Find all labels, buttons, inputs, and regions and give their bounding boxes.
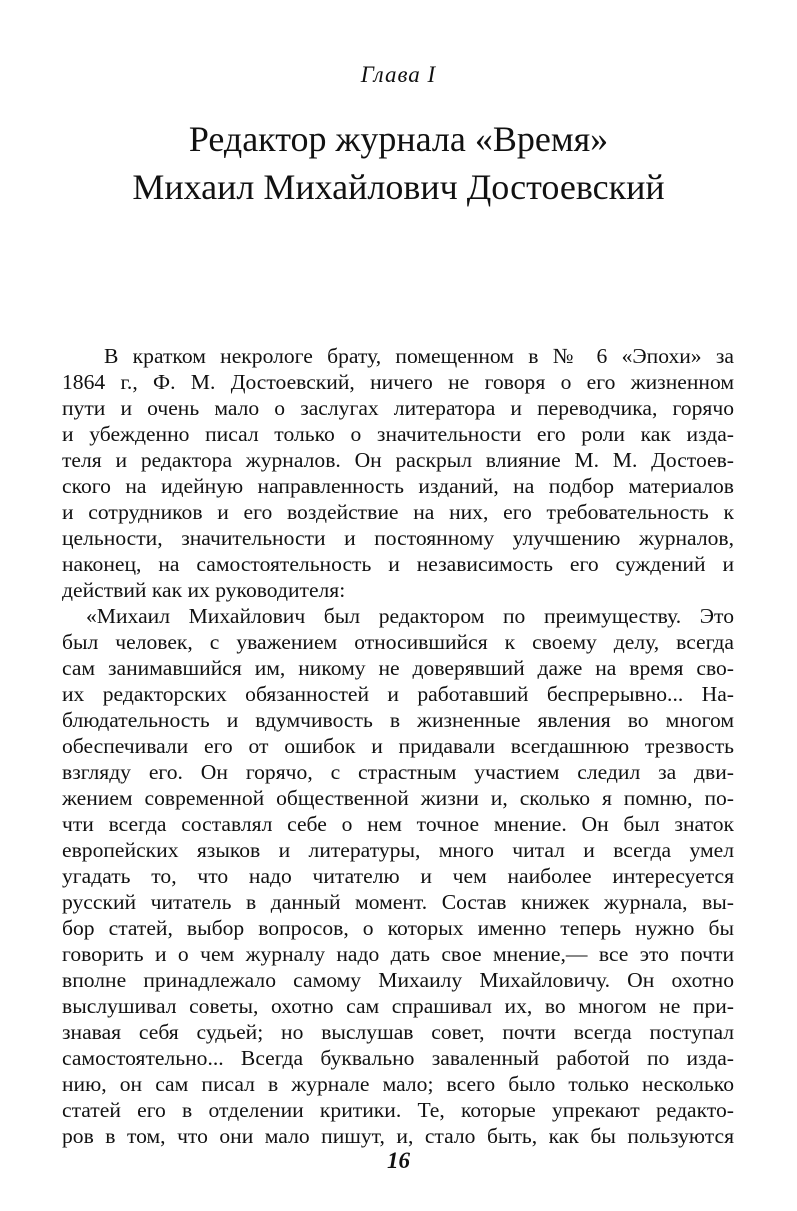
title-line-1: Редактор журнала «Время» [188, 119, 609, 159]
quote-line: был человек, с уважением относившийся к своему делу, всегда [62, 630, 734, 654]
quote-line: бор статей, выбор вопросов, о которых именно теперь нужно бы [62, 916, 734, 940]
quote-line: их редакторских обязанностей и работавший беспрерывно... На- [62, 682, 734, 706]
quote-line: знавая себя судьей; но выслушав совет, почти всегда поступал [62, 1020, 734, 1044]
quote-line: чти всегда составлял себе о нем точное мнение. Он был знаток [62, 812, 734, 836]
text-line: 1864 г., Ф. М. Достоевский, ничего не говоря о его жизненном [62, 370, 734, 394]
quote-line: сам занимавшийся им, никому не доверявший даже на время сво- [62, 656, 734, 680]
title-line-2: Михаил Михайлович Достоевский [132, 167, 665, 207]
quote-line: блюдательность и вдумчивость в жизненные явления во многом [62, 708, 734, 732]
text-line: В кратком некрологе брату, помещенном в № 6 «Эпохи» за [104, 344, 734, 368]
text-line: и убежденно писал только о значительности его роли как изда- [62, 422, 734, 446]
quote-line: русский читатель в данный момент. Состав книжек журнала, вы- [62, 890, 734, 914]
quote-line: жением современной общественной жизни и, сколько я помню, по- [62, 786, 734, 810]
quote-line: обеспечивали его от ошибок и придавали всегдашнюю трезвость [62, 734, 734, 758]
quote-line: взгляду его. Он горячо, с страстным участием следил за дви- [62, 760, 734, 784]
quote-line: говорить и о чем журналу надо дать свое мнение,— все это почти [62, 942, 734, 966]
page-number: 16 [387, 1148, 410, 1173]
quote-line: нию, он сам писал в журнале мало; всего было только несколько [62, 1072, 734, 1096]
quote-line: самостоятельно... Всегда буквально заваленный работой по изда- [62, 1046, 734, 1070]
text-line: наконец, на самостоятельность и независимость его суждений и [62, 552, 734, 576]
quote-line: статей его в отделении критики. Те, которые упрекают редакто- [62, 1098, 734, 1122]
text-line: пути и очень мало о заслугах литератора и переводчика, горячо [62, 396, 734, 420]
quote-line: угадать то, что надо читателю и чем наиболее интересуется [62, 864, 734, 888]
text-line: ского на идейную направленность изданий, на подбор материалов [62, 474, 734, 498]
quote-line: выслушивал советы, охотно сам спрашивал их, во многом не при- [62, 994, 734, 1018]
text-line: теля и редактора журналов. Он раскрыл влияние М. М. Достоев- [62, 448, 734, 472]
chapter-label: Глава I [360, 62, 437, 87]
text-line: действий как их руководителя: [62, 578, 346, 602]
quote-line: европейских языков и литературы, много читал и всегда умел [62, 838, 734, 862]
quote-line: «Михаил Михайлович был редактором по преимуществу. Это [86, 604, 734, 628]
text-line: и сотрудников и его воздействие на них, его требовательность к [62, 500, 734, 524]
text-line: цельности, значительности и постоянному улучшению журналов, [62, 526, 734, 550]
quote-line: ров в том, что они мало пишут, и, стало быть, как бы пользуются [62, 1124, 734, 1148]
quote-line: вполне принадлежало самому Михаилу Михайловичу. Он охотно [62, 968, 734, 992]
